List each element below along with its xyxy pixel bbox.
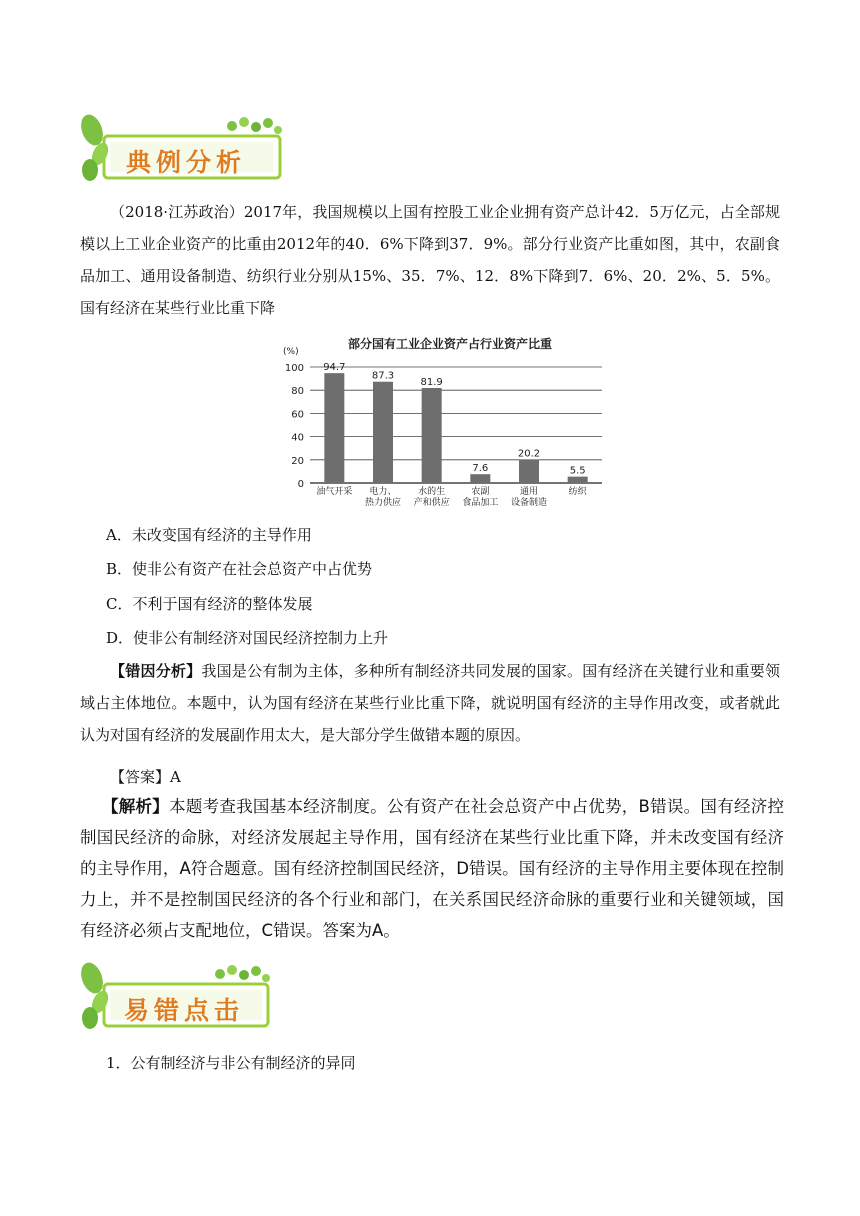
error-analysis-tag: 【错因分析】	[110, 662, 202, 680]
answer-tag: 【答案】	[110, 768, 171, 786]
y-tick-label: 20	[291, 455, 304, 467]
x-tick-label: 热力供应	[364, 498, 402, 508]
y-tick-label: 80	[291, 386, 304, 398]
explanation	[80, 791, 784, 946]
x-tick-label: 电力、	[369, 487, 397, 497]
y-tick-label: 40	[291, 432, 304, 444]
y-tick-label: 0	[297, 479, 304, 490]
bar	[373, 382, 393, 483]
x-tick-label: 油气开采	[316, 487, 353, 497]
bar-value-label: 81.9	[420, 376, 443, 388]
question-stem: （2018·江苏政治）2017年，我国规模以上国有控股工业企业拥有资产总计42．5万亿元，占全部规模以上工业企业资产的比重由2012年的40．6%下降到37．9%。部分行业资产比重如图，其中，农副食品加工、通用设备制造、纺织行业分别从15%、35．7%、12．8%下降到7．6%、20．2%、5．5%。国有经济在某些行业比重下降	[80, 203, 780, 317]
chart-title: 部分国有工业企业资产占行业资产比重	[347, 337, 553, 351]
bar	[519, 460, 539, 483]
bar-value-label: 94.7	[323, 362, 346, 374]
x-tick-label: 水的生	[418, 487, 446, 497]
bar-value-label: 87.3	[371, 370, 395, 382]
bar-value-label: 7.6	[472, 463, 489, 475]
option-c: C．不利于国有经济的整体发展	[106, 595, 313, 613]
x-tick-label: 纺织	[568, 487, 587, 497]
explanation-tag: 【解析】	[102, 797, 170, 816]
bar	[568, 477, 588, 483]
y-tick-label: 100	[284, 363, 304, 374]
x-tick-label: 食品加工	[462, 498, 499, 508]
x-tick-label: 农副	[471, 487, 490, 497]
banner-title: 易错点击	[124, 996, 245, 1025]
option-d: D．使非公有制经济对国民经济控制力上升	[106, 629, 389, 647]
section-banner-example	[78, 114, 288, 184]
section-banner-errors	[80, 962, 276, 1032]
y-tick-label: 60	[291, 409, 304, 421]
answer	[110, 767, 181, 787]
x-tick-label: 产和供应	[413, 498, 450, 508]
bar	[324, 373, 344, 483]
option-b: B．使非公有资产在社会总资产中占优势	[106, 560, 373, 578]
error-analysis	[80, 655, 780, 751]
option-a: A．未改变国有经济的主导作用	[106, 526, 312, 544]
banner-title: 典例分析	[126, 148, 247, 177]
bar-chart	[274, 336, 614, 508]
y-axis-label: (%)	[283, 347, 299, 357]
bar-value-label: 5.5	[569, 465, 586, 477]
x-tick-label: 设备制造	[510, 498, 548, 508]
list-item: 1．公有制经济与非公有制经济的异同	[106, 1054, 356, 1072]
bar-value-label: 20.2	[517, 448, 541, 460]
error-analysis-text: 我国是公有制为主体，多种所有制经济共同发展的国家。国有经济在关键行业和重要领域占主体地位。本题中，认为国有经济在某些行业比重下降，就说明国有经济的主导作用改变，或者就此认为对国有经济的发展副作用太大，是大部分学生做错本题的原因。	[80, 662, 780, 744]
explanation-text: 本题考查我国基本经济制度。公有资产在社会总资产中占优势，B错误。国有经济控制国民经济的命脉，对经济发展起主导作用，国有经济在某些行业比重下降，并未改变国有经济的主导作用，A符合题意。国有经济控制国民经济，D错误。国有经济的主导作用主要体现在控制力上，并不是控制国民经济的各个行业和部门，在关系国民经济命脉的重要行业和关键领域，国有经济必须占支配地位，C错误。答案为A。	[80, 797, 785, 940]
x-tick-label: 通用	[519, 487, 539, 497]
bar	[470, 474, 490, 483]
answer-value: A	[170, 768, 181, 786]
bar	[422, 388, 442, 483]
